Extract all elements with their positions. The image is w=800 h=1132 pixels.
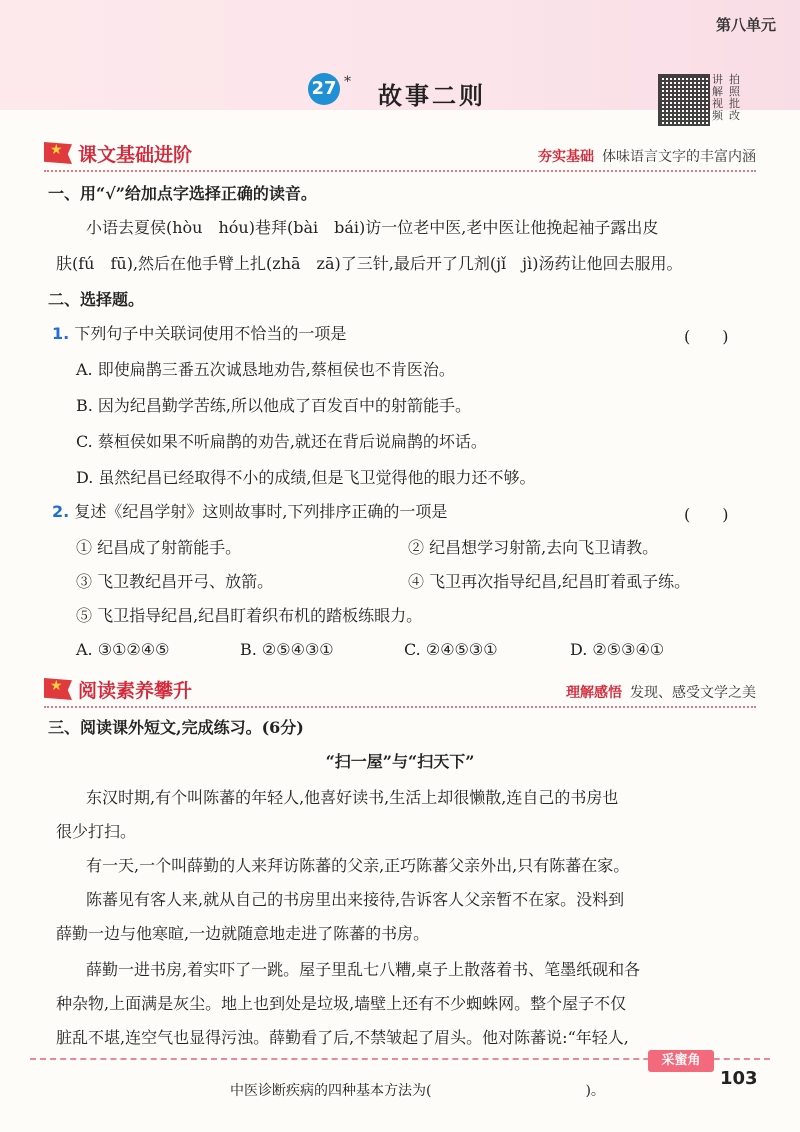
option-b: B. 因为纪昌勤学苦练,所以他成了百发百中的射箭能手。 — [76, 396, 472, 415]
option-c: C. 蔡桓侯如果不听扁鹊的劝告,就还在背后说扁鹊的坏话。 — [76, 432, 487, 451]
section-tagline: 体味语言文字的丰富内涵 — [602, 149, 756, 165]
footer-question: 中医诊断疾病的四种基本方法为( )。 — [230, 1083, 605, 1099]
star-icon: ★ — [50, 678, 63, 694]
item-stem: 下列句子中关联词使用不恰当的一项是 — [74, 324, 347, 343]
qr-label-char: 频 — [712, 109, 723, 122]
item-number: 2. — [52, 502, 70, 521]
lesson-star-mark: * — [344, 74, 351, 90]
item-stem: 复述《纪昌学射》这则故事时,下列排序正确的一项是 — [74, 502, 448, 521]
footer-tab: 采蜜角 — [648, 1050, 714, 1072]
section-subtitle — [566, 682, 756, 702]
question-heading-3: 三、阅读课外短文,完成练习。(6分) — [48, 718, 304, 737]
qr-code-icon[interactable] — [658, 74, 710, 126]
question-heading-2: 二、选择题。 — [48, 290, 145, 309]
event-5: ⑤ 飞卫指导纪昌,纪昌盯着织布机的踏板练眼力。 — [76, 606, 423, 625]
passage-line: 种杂物,上面满是灰尘。地上也到处是垃圾,墙壁上还有不少蜘蛛网。整个屋子不仅 — [56, 994, 627, 1013]
qr-label-char: 讲 — [712, 73, 723, 86]
q2-item-1 — [52, 324, 346, 344]
section-title: 课文基础进阶 — [78, 144, 193, 166]
passage-line: 东汉时期,有个叫陈蕃的年轻人,他喜好读书,生活上却很懒散,连自己的书房也 — [86, 788, 619, 807]
event-4: ④ 飞卫再次指导纪昌,纪昌盯着虱子练。 — [408, 572, 691, 591]
section-tagline: 发现、感受文学之美 — [630, 685, 756, 701]
passage-line: 薛勤一进书房,着实吓了一跳。屋子里乱七八糟,桌子上散落着书、笔墨纸砚和各 — [86, 960, 641, 979]
passage-line: 有一天,一个叫薛勤的人来拜访陈蕃的父亲,正巧陈蕃父亲外出,只有陈蕃在家。 — [86, 856, 630, 875]
option-a: A. 即使扁鹊三番五次诚恳地劝告,蔡桓侯也不肯医治。 — [76, 360, 455, 379]
passage-line: 脏乱不堪,连空气也显得污浊。薛勤看了后,不禁皱起了眉头。他对陈蕃说:“年轻人, — [56, 1028, 629, 1047]
q1-line-2: 肤(fú fū),然后在他手臂上扎(zhā zā)了三针,最后开了几剂(jǐ jì)汤药让他回去服用。 — [56, 254, 683, 273]
choice-d: D. ②⑤③④① — [570, 640, 665, 659]
qr-label-char: 照 — [729, 85, 740, 98]
passage-title: “扫一屋”与“扫天下” — [325, 752, 475, 771]
qr-label-char: 改 — [729, 109, 740, 122]
lesson-title: 故事二则 — [378, 81, 486, 110]
section-tag: 理解感悟 — [566, 685, 622, 701]
section-bar-basics — [44, 138, 756, 172]
event-2: ② 纪昌想学习射箭,去向飞卫请教。 — [408, 538, 659, 557]
page-number: 103 — [720, 1068, 758, 1089]
passage-line: 薛勤一边与他寒暄,一边就随意地走进了陈蕃的书房。 — [56, 924, 430, 943]
qr-label-char: 拍 — [729, 73, 740, 86]
unit-label: 第八单元 — [715, 16, 776, 34]
star-icon: ★ — [50, 142, 63, 158]
qr-label-char: 视 — [712, 97, 723, 110]
option-d: D. 虽然纪昌已经取得不小的成绩,但是飞卫觉得他的眼力还不够。 — [76, 468, 536, 487]
qr-label-char: 解 — [712, 85, 723, 98]
passage-line: 很少打扫。 — [56, 822, 137, 841]
qr-label — [712, 74, 746, 122]
qr-label-char: 批 — [729, 97, 740, 110]
section-title: 阅读素养攀升 — [78, 680, 193, 702]
item-number: 1. — [52, 324, 70, 343]
q2-item-2 — [52, 502, 447, 522]
choice-a: A. ③①②④⑤ — [76, 640, 170, 659]
question-heading-1: 一、用“√”给加点字选择正确的读音。 — [48, 184, 317, 203]
choice-b: B. ②⑤④③① — [240, 640, 334, 659]
event-3: ③ 飞卫教纪昌开弓、放箭。 — [76, 572, 274, 591]
section-tag: 夯实基础 — [538, 149, 594, 165]
section-subtitle — [538, 146, 756, 166]
choice-c: C. ②④⑤③① — [404, 640, 498, 659]
lesson-number-badge: 27 — [308, 73, 340, 105]
answer-blank-1[interactable]: ( ) — [684, 327, 729, 346]
passage-line: 陈蕃见有客人来,就从自己的书房里出来接待,告诉客人父亲暂不在家。没料到 — [86, 890, 625, 909]
answer-blank-2[interactable]: ( ) — [684, 505, 729, 524]
event-1: ① 纪昌成了射箭能手。 — [76, 538, 242, 557]
section-bar-reading — [44, 674, 756, 708]
q1-line-1: 小语去夏侯(hòu hóu)巷拜(bài bái)访一位老中医,老中医让他挽起袖子露出皮 — [86, 218, 659, 237]
